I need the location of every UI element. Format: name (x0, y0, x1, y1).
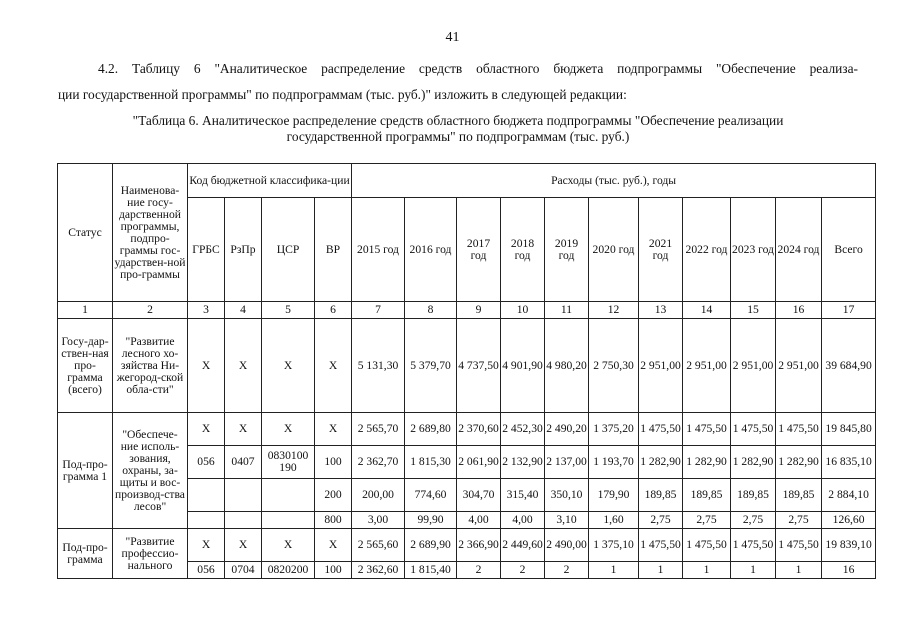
col-number: 16 (776, 302, 822, 319)
program-value: 2 951,00 (731, 319, 776, 413)
sub1-value: 350,10 (545, 479, 589, 512)
sub2-value: 1 (639, 562, 683, 579)
header-expenses: Расходы (тыс. руб.), годы (352, 164, 876, 198)
program-value: 2 951,00 (639, 319, 683, 413)
sub2-rzpr: X (225, 529, 262, 562)
sub2-grbs: 056 (188, 562, 225, 579)
sub2-value: 2 449,60 (501, 529, 545, 562)
sub1-value: 2 689,80 (405, 413, 457, 446)
col-number: 17 (822, 302, 876, 319)
header-year: 2024 год (776, 198, 822, 302)
sub2-value: 2 366,90 (457, 529, 501, 562)
sub1-value: 1 475,50 (776, 413, 822, 446)
col-number: 13 (639, 302, 683, 319)
sub2-grbs: X (188, 529, 225, 562)
header-total: Всего (822, 198, 876, 302)
sub1-value: 99,90 (405, 512, 457, 529)
sub1-value: 1,60 (589, 512, 639, 529)
sub1-value: 189,85 (731, 479, 776, 512)
sub1-rzpr (225, 479, 262, 512)
sub1-value: 1 475,50 (731, 413, 776, 446)
program-value: 4 980,20 (545, 319, 589, 413)
sub2-value: 2 (545, 562, 589, 579)
sub2-status: Под-про-грамма (58, 529, 113, 579)
sub1-value: 4,00 (457, 512, 501, 529)
sub2-value: 1 815,40 (405, 562, 457, 579)
table-caption (58, 113, 858, 145)
sub2-value: 2 (501, 562, 545, 579)
header-status: Статус (58, 164, 113, 302)
sub1-total: 16 835,10 (822, 446, 876, 479)
header-row-1 (58, 164, 876, 198)
col-number: 10 (501, 302, 545, 319)
col-number: 8 (405, 302, 457, 319)
program-value: 4 901,90 (501, 319, 545, 413)
sub1-value: 2 137,00 (545, 446, 589, 479)
header-year: 2019 год (545, 198, 589, 302)
sub1-value: 1 282,90 (683, 446, 731, 479)
sub1-status: Под-про-грамма 1 (58, 413, 113, 529)
program-value: 5 379,70 (405, 319, 457, 413)
sub2-value: 1 (731, 562, 776, 579)
sub1-name: "Обеспече-ние исполь-зования, охраны, за-щиты и вос-производ-ства лесов" (113, 413, 188, 529)
sub1-vr: 100 (315, 446, 352, 479)
sub1-value: 2 565,70 (352, 413, 405, 446)
sub1-grbs (188, 512, 225, 529)
program-row (58, 319, 876, 413)
sub1-value: 304,70 (457, 479, 501, 512)
sub2-value: 1 (776, 562, 822, 579)
sub1-grbs: 056 (188, 446, 225, 479)
col-number: 6 (315, 302, 352, 319)
sub1-value: 2,75 (683, 512, 731, 529)
intro-paragraph (58, 56, 858, 108)
sub1-value: 4,00 (501, 512, 545, 529)
sub2-value: 2 689,90 (405, 529, 457, 562)
col-number: 1 (58, 302, 113, 319)
sub1-value: 2 061,90 (457, 446, 501, 479)
column-number-row (58, 302, 876, 319)
sub2-value: 1 475,50 (639, 529, 683, 562)
sub2-vr: X (315, 529, 352, 562)
program-value: 5 131,30 (352, 319, 405, 413)
sub1-value: 2 452,30 (501, 413, 545, 446)
caption-line-2: государственной программы" по подпрограммам (тыс. руб.) (286, 129, 630, 144)
sub1-rzpr (225, 512, 262, 529)
sub1-value: 1 815,30 (405, 446, 457, 479)
sub1-value: 1 475,50 (639, 413, 683, 446)
sub2-value: 2 (457, 562, 501, 579)
sub1-value: 2 370,60 (457, 413, 501, 446)
header-year: 2022 год (683, 198, 731, 302)
col-number: 12 (589, 302, 639, 319)
sub1-csr (262, 479, 315, 512)
col-number: 11 (545, 302, 589, 319)
budget-table (57, 163, 876, 579)
sub1-value: 1 282,90 (639, 446, 683, 479)
sub1-value: 200,00 (352, 479, 405, 512)
header-year: 2020 год (589, 198, 639, 302)
header-csr: ЦСР (262, 198, 315, 302)
header-year: 2015 год (352, 198, 405, 302)
sub2-row-total (58, 529, 876, 562)
sub1-rzpr: 0407 (225, 446, 262, 479)
col-number: 3 (188, 302, 225, 319)
sub2-value: 1 375,10 (589, 529, 639, 562)
program-rzpr: X (225, 319, 262, 413)
sub2-value: 1 (683, 562, 731, 579)
header-grbs: ГРБС (188, 198, 225, 302)
sub2-value: 1 (589, 562, 639, 579)
program-value: 4 737,50 (457, 319, 501, 413)
sub2-value: 1 475,50 (776, 529, 822, 562)
sub1-vr: 800 (315, 512, 352, 529)
program-total: 39 684,90 (822, 319, 876, 413)
header-year: 2016 год (405, 198, 457, 302)
program-name: "Развитие лесного хо-зяйства Ни-жегород-ской обла-сти" (113, 319, 188, 413)
sub1-rzpr: X (225, 413, 262, 446)
col-number: 15 (731, 302, 776, 319)
sub2-rzpr: 0704 (225, 562, 262, 579)
sub2-value: 1 475,50 (683, 529, 731, 562)
intro-line-2: ции государственной программы" по подпрограммам (тыс. руб.)" изложить в следующей редакции: (58, 87, 627, 102)
program-status: Госу-дар-ствен-ная про-грамма (всего) (58, 319, 113, 413)
sub1-value: 189,85 (639, 479, 683, 512)
sub2-name: "Развитие профессио-нального (113, 529, 188, 579)
sub1-value: 2 132,90 (501, 446, 545, 479)
sub2-value: 2 362,60 (352, 562, 405, 579)
sub1-value: 315,40 (501, 479, 545, 512)
col-number: 7 (352, 302, 405, 319)
caption-line-1: "Таблица 6. Аналитическое распределение средств областного бюджета подпрограммы "Обеспечение реализации (132, 113, 784, 128)
sub1-value: 1 282,90 (776, 446, 822, 479)
sub1-value: 3,00 (352, 512, 405, 529)
sub1-csr: X (262, 413, 315, 446)
sub1-vr: 200 (315, 479, 352, 512)
sub1-value: 2,75 (731, 512, 776, 529)
header-year: 2018 год (501, 198, 545, 302)
sub1-grbs: X (188, 413, 225, 446)
sub1-value: 3,10 (545, 512, 589, 529)
sub1-value: 2 362,70 (352, 446, 405, 479)
sub1-value: 1 375,20 (589, 413, 639, 446)
header-name: Наименова-ние госу-дарственной программы, подпро-граммы гос-ударствен-ной про-граммы (113, 164, 188, 302)
header-year: 2017 год (457, 198, 501, 302)
intro-line-1: 4.2. Таблицу 6 "Аналитическое распределение средств областного бюджета подпрограммы "Обеспечение реализа- (98, 61, 858, 76)
sub1-vr: X (315, 413, 352, 446)
sub1-csr (262, 512, 315, 529)
sub1-value: 2,75 (639, 512, 683, 529)
program-value: 2 951,00 (683, 319, 731, 413)
program-vr: X (315, 319, 352, 413)
col-number: 9 (457, 302, 501, 319)
sub2-total: 19 839,10 (822, 529, 876, 562)
sub2-total: 16 (822, 562, 876, 579)
header-rzpr: РзПр (225, 198, 262, 302)
program-csr: X (262, 319, 315, 413)
sub2-value: 1 475,50 (731, 529, 776, 562)
col-number: 14 (683, 302, 731, 319)
sub1-value: 2,75 (776, 512, 822, 529)
sub2-csr: X (262, 529, 315, 562)
sub2-vr: 100 (315, 562, 352, 579)
header-budget-code: Код бюджетной классифика-ции (188, 164, 352, 198)
sub1-value: 179,90 (589, 479, 639, 512)
col-number: 4 (225, 302, 262, 319)
col-number: 5 (262, 302, 315, 319)
sub2-value: 2 490,00 (545, 529, 589, 562)
sub1-row-total (58, 413, 876, 446)
sub1-grbs (188, 479, 225, 512)
sub1-value: 1 475,50 (683, 413, 731, 446)
header-year: 2021 год (639, 198, 683, 302)
program-grbs: X (188, 319, 225, 413)
sub1-total: 2 884,10 (822, 479, 876, 512)
sub1-value: 1 282,90 (731, 446, 776, 479)
sub1-value: 2 490,20 (545, 413, 589, 446)
sub1-value: 774,60 (405, 479, 457, 512)
program-value: 2 951,00 (776, 319, 822, 413)
col-number: 2 (113, 302, 188, 319)
sub1-value: 189,85 (776, 479, 822, 512)
page-number: 41 (445, 30, 460, 45)
sub2-value: 2 565,60 (352, 529, 405, 562)
sub1-value: 1 193,70 (589, 446, 639, 479)
sub1-total: 19 845,80 (822, 413, 876, 446)
header-year: 2023 год (731, 198, 776, 302)
sub1-value: 189,85 (683, 479, 731, 512)
header-vr: ВР (315, 198, 352, 302)
sub1-total: 126,60 (822, 512, 876, 529)
sub1-csr: 0830100 190 (262, 446, 315, 479)
program-value: 2 750,30 (589, 319, 639, 413)
sub2-csr: 0820200 (262, 562, 315, 579)
